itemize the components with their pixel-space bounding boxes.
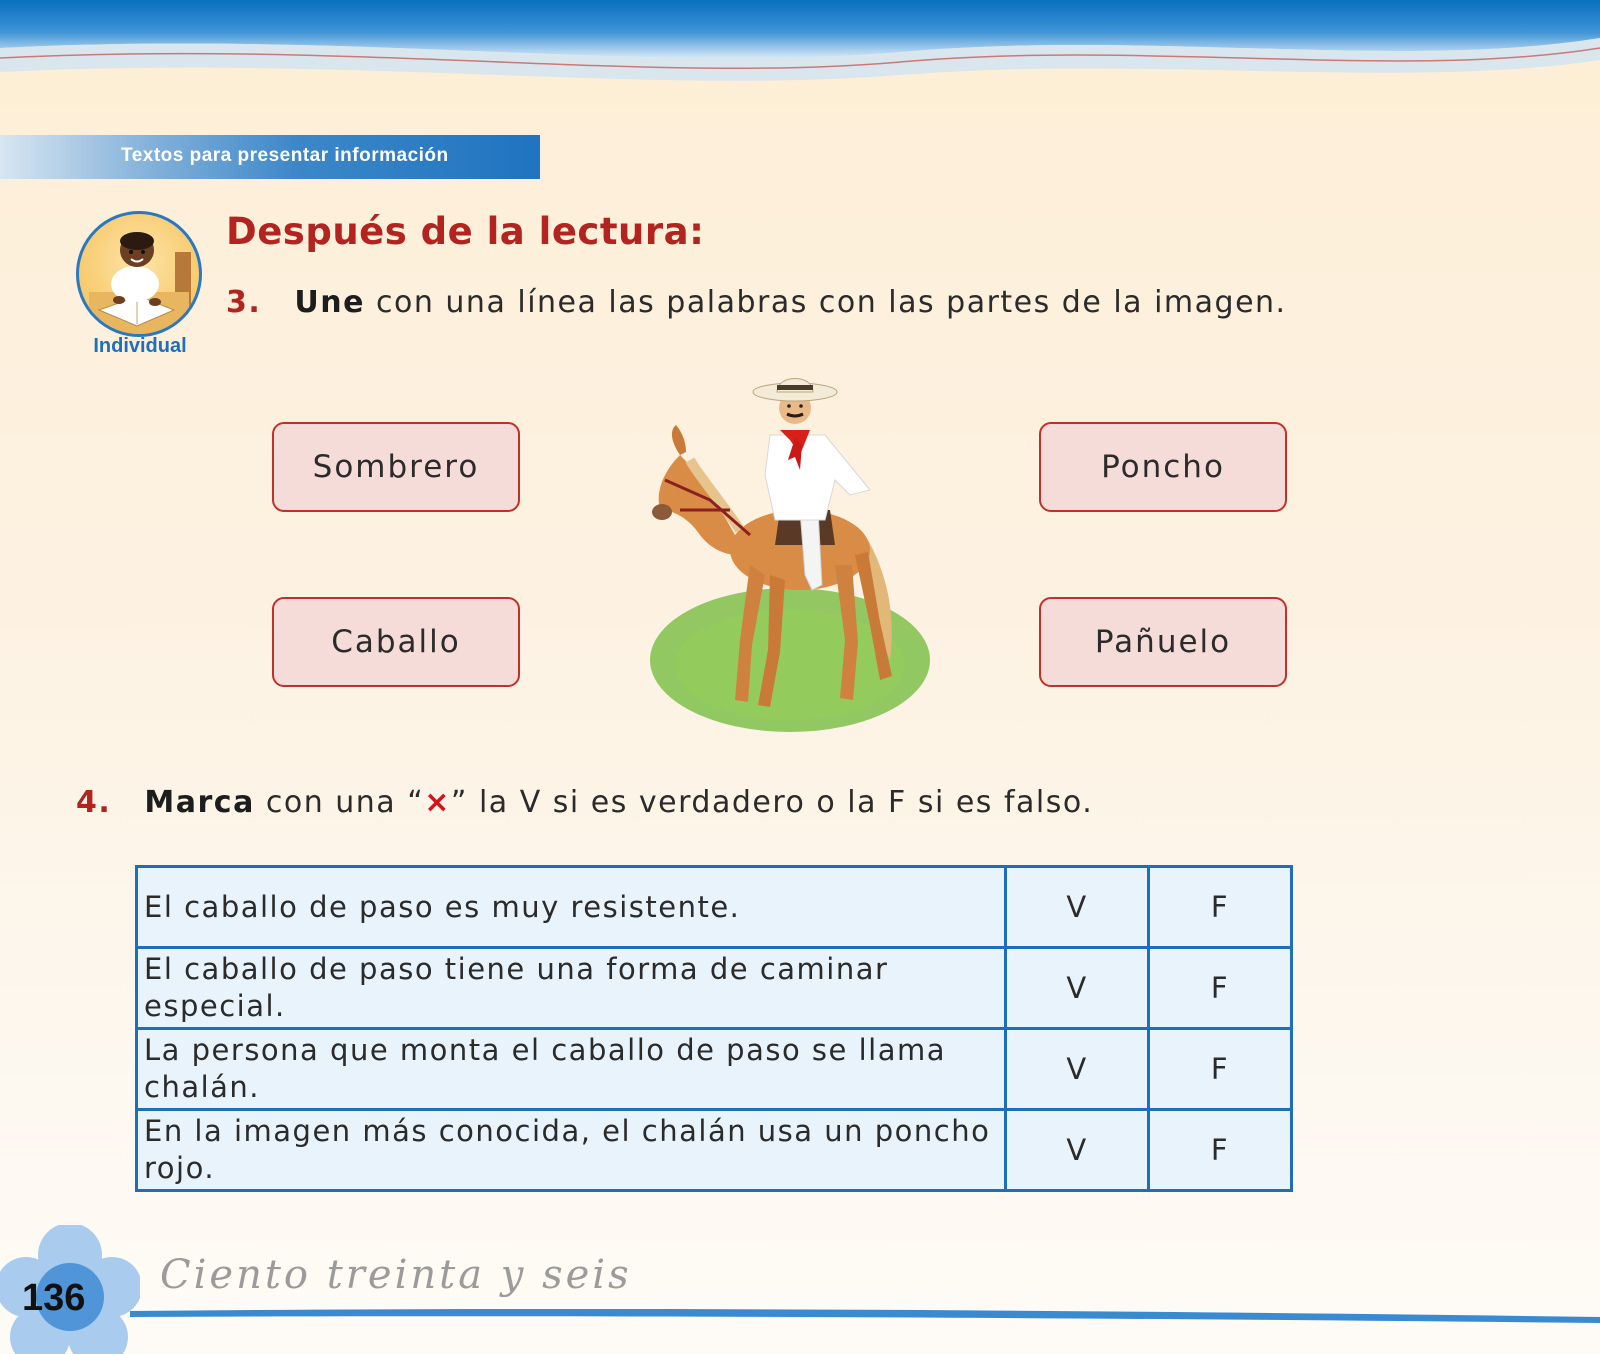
section-banner <box>0 135 540 179</box>
bottom-wave-line <box>130 1305 1600 1325</box>
true-option[interactable]: V <box>1006 1110 1149 1191</box>
true-option[interactable]: V <box>1006 1029 1149 1110</box>
exercise-4-number: 4. <box>76 785 112 820</box>
exercise-4-verb: Marca <box>144 785 255 820</box>
child-reading-icon <box>79 214 199 334</box>
false-option[interactable]: F <box>1149 867 1292 948</box>
table-row <box>137 867 1292 948</box>
exercise-3-number: 3. <box>226 285 262 320</box>
word-box-label: Pañuelo <box>1094 624 1232 660</box>
true-option[interactable]: V <box>1006 948 1149 1029</box>
table-row <box>137 1029 1292 1110</box>
statement-cell: El caballo de paso tiene una forma de caminar especial. <box>137 948 1006 1029</box>
exercise-3-instruction <box>226 285 1287 320</box>
word-box-label: Poncho <box>1101 449 1225 485</box>
table-row <box>137 948 1292 1029</box>
word-box-label: Sombrero <box>312 449 480 485</box>
exercise-3-text: con una línea las palabras con las partes de la imagen. <box>376 285 1287 320</box>
word-box-poncho[interactable] <box>1039 422 1287 512</box>
page-number: 136 <box>22 1277 86 1319</box>
statement-cell: En la imagen más conocida, el chalán usa un poncho rojo. <box>137 1110 1006 1191</box>
top-wave-decoration <box>0 0 1600 110</box>
false-option[interactable]: F <box>1149 1029 1292 1110</box>
true-false-table <box>135 865 1293 1192</box>
exercise-3-verb: Une <box>294 285 365 320</box>
section-banner-text: Textos para presentar información <box>121 145 449 166</box>
avatar-label: Individual <box>93 335 187 357</box>
word-box-caballo[interactable] <box>272 597 520 687</box>
exercise-4-instruction <box>76 785 1093 820</box>
chalan-on-horse-illustration <box>640 360 940 750</box>
exercise-4-text-after: ” la V si es verdadero o la F si es falso. <box>450 785 1094 820</box>
word-box-label: Caballo <box>331 624 461 660</box>
false-option[interactable]: F <box>1149 948 1292 1029</box>
x-mark-icon: × <box>424 785 451 820</box>
false-option[interactable]: F <box>1149 1110 1292 1191</box>
avatar <box>76 211 202 337</box>
exercise-4-text-before: con una “ <box>265 785 425 820</box>
statement-cell: La persona que monta el caballo de paso se llama chalán. <box>137 1029 1006 1110</box>
table-row <box>137 1110 1292 1191</box>
page-number-words: Ciento treinta y seis <box>160 1252 632 1298</box>
word-box-sombrero[interactable] <box>272 422 520 512</box>
true-option[interactable]: V <box>1006 867 1149 948</box>
page-title: Después de la lectura: <box>226 210 705 253</box>
statement-cell: El caballo de paso es muy resistente. <box>137 867 1006 948</box>
word-box-panuelo[interactable] <box>1039 597 1287 687</box>
